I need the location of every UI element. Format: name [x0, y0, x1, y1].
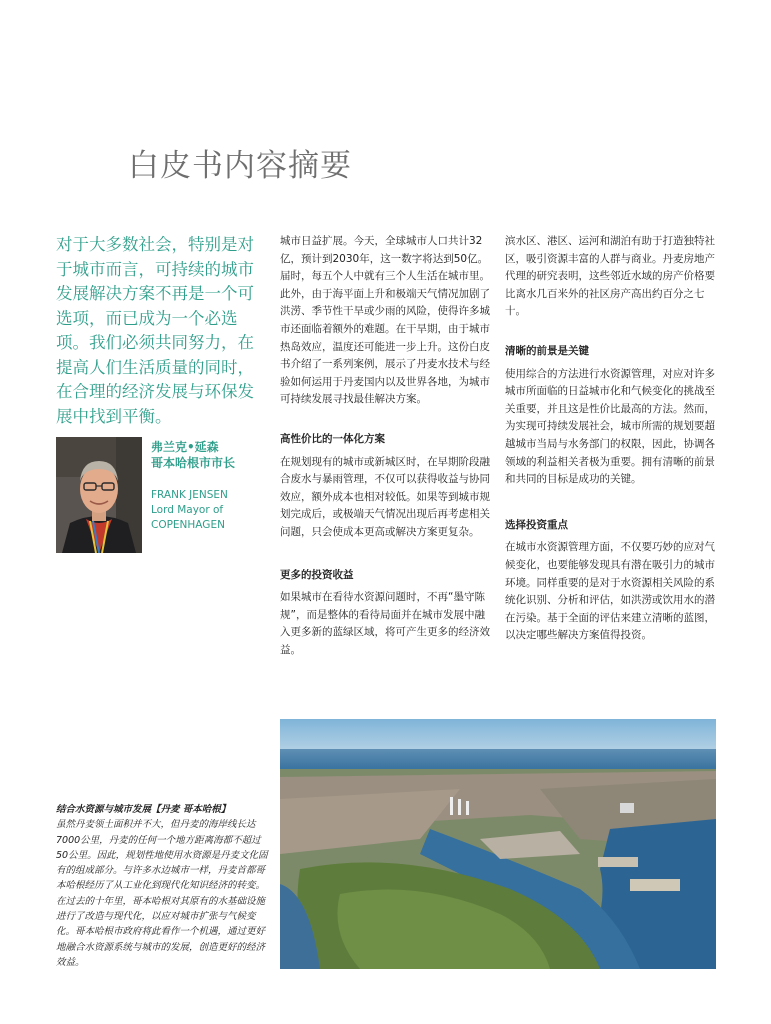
caption-body: 虽然丹麦领土面积并不大，但丹麦的海岸线长达7000公里，丹麦的任何一个地方距离海都不超过50公里。因此，规划性地使用水资源是丹麦文化固有的组成部分。与许多水边城市一样，丹麦首都哥本哈根经历了从工业化到现代化知识经济的转变。在过去的十年里，哥本哈根对其原有的水基础设施进行了改造与现代化，以应对城市扩张与气候变化。哥本哈根市政府将此看作一个机遇，通过更好地融合水资源系统与城市的发展，创造更好的经济效益。 [56, 819, 268, 968]
section-heading-integrated: 高性价比的一体化方案 [280, 432, 385, 445]
right-intro-paragraph: 滨水区、港区、运河和湖泊有助于打造独特社区，吸引资源丰富的人群与商业。丹麦房地产代理的研究表明，这些邻近水域的房产价格要比离水几百米外的社区房产高出约百分之七十。 [505, 235, 715, 318]
section-body-investment: 在城市水资源管理方面，不仅要巧妙的应对气候变化，也要能够发现具有潜在吸引力的城市环境。同样重要的是对于水资源相关风险的系统化识别、分析和评估，如洪涝或饮用水的潜在污染。基于全面的评估来建立清晰的蓝图，以决定哪些解决方案值得投资。 [505, 541, 715, 642]
right-column [505, 233, 717, 645]
middle-column [280, 233, 490, 659]
middle-intro-paragraph: 城市日益扩展。今天，全球城市人口共计32亿，预计到2030年，这一数字将达到50亿。届时，每五个人中就有三个人生活在城市里。此外，由于海平面上升和极端天气情况加剧了洪涝、季节性干旱或少雨的风险，使得许多城市还面临着额外的难题。在干旱期，由于城市热岛效应，温度还可能进一步上升。这份白皮书介绍了一系列案例，展示了丹麦水技术与经验如何运用于丹麦国内以及世界各地，为城市可持续发展寻找最佳解决方案。 [280, 235, 490, 406]
intro-quote: 对于大多数社会，特别是对于城市而言，可持续的城市发展解决方案不再是一个可选项，而已成为一个必选项。我们必须共同努力，在提高人们生活质量的同时，在合理的经济发展与环保发展中找到平衡。 [56, 235, 254, 426]
section-body-vision: 使用综合的方法进行水资源管理，对应对许多城市所面临的日益城市化和气候变化的挑战至关重要，并且这是性价比最高的方法。然而，为实现可持续发展社会，城市所需的规划要超越城市当局与水务部门的权限，因此，协调各领域的利益相关者极为重要。拥有清晰的前景和共同的目标是成功的关键。 [505, 367, 715, 486]
section-body-returns: 如果城市在看待水资源问题时，不再“墨守陈规”，而是整体的看待局面并在城市发展中融入更多新的蓝绿区域，将可产生更多的经济效益。 [280, 591, 490, 656]
section-heading-investment: 选择投资重点 [505, 518, 568, 531]
section-heading-vision: 清晰的前景是关键 [505, 344, 589, 357]
author-photo [56, 437, 142, 553]
section-heading-returns: 更多的投资收益 [280, 568, 354, 581]
author-title-cn: 哥本哈根市市长 [151, 456, 236, 470]
author-name-cn: 弗兰克•延森 [151, 440, 219, 454]
page-title: 白皮书内容摘要 [128, 148, 352, 184]
photo-caption [56, 802, 268, 970]
author-name-en: FRANK JENSEN [151, 489, 228, 501]
author-title-en-line1: Lord Mayor of [151, 504, 224, 516]
copenhagen-aerial-photo [280, 719, 716, 969]
section-body-integrated: 在规划现有的城市或新城区时，在早期阶段融合废水与暴雨管理，不仅可以获得收益与协同效应，额外成本也相对较低。如果等到城市规划完成后，或极端天气情况出现后再考虑相关问题，只会使成本更高或解决方案更复杂。 [280, 455, 490, 538]
caption-title: 结合水资源与城市发展【丹麦 哥本哈根】 [56, 804, 231, 815]
author-title-en-line2: COPENHAGEN [151, 519, 225, 531]
